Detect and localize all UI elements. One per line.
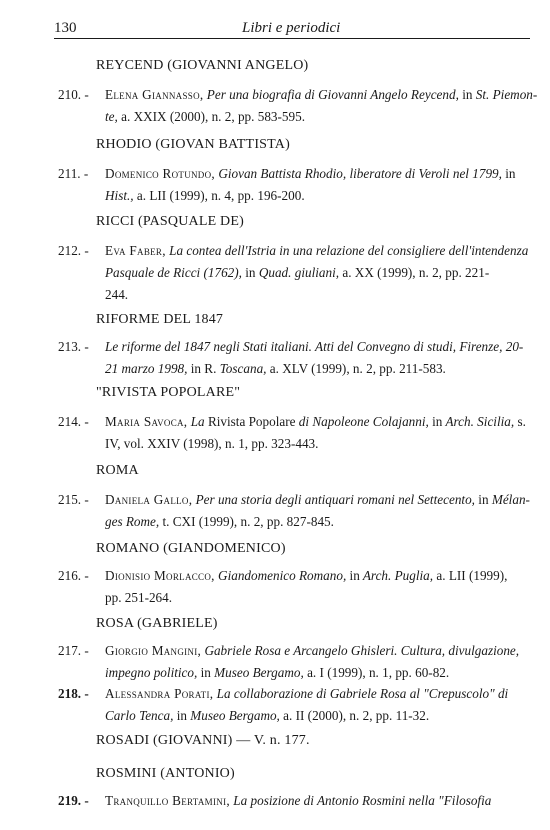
citation-text: a. XX (1999), n. 2, pp. 221- [339, 265, 490, 280]
bibliography-entry [58, 565, 526, 609]
section-heading: RIFORME DEL 1847 [96, 312, 224, 327]
title-text: Le riforme del 1847 negli Stati italiani. Atti del Convegno di studi, Firenze, 20- [105, 339, 524, 354]
title-text: te, [105, 109, 118, 124]
citation-text: in [346, 568, 360, 583]
title-text: St. Piemon- [472, 87, 538, 102]
title-text: impegno politico, [105, 665, 198, 680]
entry-number: 218. - [58, 686, 89, 701]
citation-text: s. [514, 414, 526, 429]
title-text: Giovan Battista Rhodio, liberatore di Veroli nel 1799, [215, 166, 502, 181]
title-text: La posizione di Antonio Rosmini nella "Filosofia [229, 793, 492, 808]
entry-line [58, 587, 526, 609]
title-text: Giandomenico Romano, [214, 568, 347, 583]
entry-number: 219. - [58, 793, 89, 808]
section-heading: REYCEND (GIOVANNI ANGELO) [96, 58, 309, 73]
entry-number: 213. - [58, 339, 89, 354]
citation-text: in [428, 414, 443, 429]
title-text: Arch. Sicilia, [442, 414, 515, 429]
citation-text: in [474, 492, 489, 507]
entry-number: 216. - [58, 568, 89, 583]
citation-text: a. II (2000), n. 2, pp. 11-32. [279, 708, 430, 723]
entry-line [58, 790, 526, 812]
citation-text: in [173, 708, 187, 723]
section-heading: "RIVISTA POPOLARE" [96, 385, 241, 400]
entry-line [58, 185, 526, 207]
citation-text: 244. [105, 287, 129, 302]
citation-text: in [197, 665, 211, 680]
title-text: Quad. giuliani, [255, 265, 340, 280]
entry-number: 212. - [58, 243, 89, 258]
section-heading: RICCI (PASQUALE DE) [96, 214, 244, 229]
author-name: Elena Giannasso, [105, 87, 204, 102]
bibliography-entry [58, 489, 530, 533]
citation-text: a. LII (1999), n. 4, pp. 196-200. [133, 188, 305, 203]
entry-line [58, 433, 526, 455]
title-text: Per una storia degli antiquari romani nel Settecento, [192, 492, 475, 507]
title-text: 21 marzo 1998, [105, 361, 188, 376]
citation-text: in [501, 166, 516, 181]
running-title: Libri e periodici [242, 20, 341, 36]
citation-text: pp. 251-264. [105, 590, 173, 605]
entry-line [58, 358, 526, 380]
citation-text: in [458, 87, 473, 102]
entry-line [58, 336, 526, 358]
entry-number: 210. - [58, 87, 89, 102]
title-text: Per una biografia di Giovanni Angelo Reycend, [203, 87, 459, 102]
entry-line [58, 511, 526, 533]
title-text: La [187, 414, 205, 429]
entry-line [58, 489, 530, 511]
title-text: La contea dell'Istria in una relazione del consigliere dell'intendenza [165, 243, 529, 258]
entry-line [58, 106, 526, 128]
section-heading: ROSA (GABRIELE) [96, 616, 218, 631]
title-text: Toscana, [216, 361, 267, 376]
bibliography-entry [58, 790, 526, 812]
title-text: Gabriele Rosa e Arcangelo Ghisleri. Cultura, divulgazione, [201, 643, 520, 658]
entry-number: 215. - [58, 492, 89, 507]
entry-line [58, 284, 526, 306]
author-name: Giorgio Mangini, [105, 643, 202, 658]
section-heading: ROMA [96, 463, 139, 478]
title-text: di Napoleone Colajanni, [295, 414, 429, 429]
citation-text: Rivista Popolare [204, 414, 296, 429]
entry-number: 211. - [58, 166, 89, 181]
entry-line [58, 163, 526, 185]
title-text: Museo Bergamo, [186, 708, 280, 723]
bibliography-entry [58, 84, 538, 128]
author-name: Tranquillo Bertamini, [105, 793, 230, 808]
author-name: Domenico Rotundo, [105, 166, 216, 181]
bibliography-entry [58, 683, 526, 727]
author-name: Dionisio Morlacco, [105, 568, 215, 583]
title-text: Mélan- [488, 492, 530, 507]
citation-text: IV, vol. XXIV (1998), n. 1, pp. 323-443. [105, 436, 319, 451]
section-heading: ROSADI (GIOVANNI) — V. n. 177. [96, 733, 310, 748]
citation-text: a. LII (1999), [433, 568, 508, 583]
entry-line [58, 640, 526, 662]
title-text: Hist., [105, 188, 134, 203]
title-text: ges Rome, [105, 514, 160, 529]
citation-text: t. CXI (1999), n. 2, pp. 827-845. [159, 514, 334, 529]
running-header [54, 18, 530, 39]
page-number: 130 [54, 20, 77, 36]
entry-number: 214. - [58, 414, 89, 429]
section-heading: ROMANO (GIANDOMENICO) [96, 541, 286, 556]
citation-text: a. XLV (1999), n. 2, pp. 211-583. [266, 361, 446, 376]
section-heading: ROSMINI (ANTONIO) [96, 766, 235, 781]
title-text: Arch. Puglia, [359, 568, 434, 583]
entry-number: 217. - [58, 643, 89, 658]
entry-line [58, 240, 529, 262]
entry-line [58, 262, 526, 284]
author-name: Daniela Gallo, [105, 492, 193, 507]
entry-line [58, 411, 526, 433]
title-text: La collaborazione di Gabriele Rosa al "Crepuscolo" di [213, 686, 509, 701]
title-text: Museo Bergamo, [210, 665, 304, 680]
citation-text: in [241, 265, 256, 280]
title-text: Pasquale de Ricci (1762), [105, 265, 242, 280]
author-name: Eva Faber, [105, 243, 166, 258]
author-name: Alessandra Porati, [105, 686, 214, 701]
section-heading: RHODIO (GIOVAN BATTISTA) [96, 137, 290, 152]
bibliography-entry [58, 163, 526, 207]
entry-line [58, 565, 526, 587]
citation-text: a. I (1999), n. 1, pp. 60-82. [303, 665, 450, 680]
bibliography-entry [58, 411, 526, 455]
citation-text: in R. [187, 361, 217, 376]
entry-line [58, 683, 526, 705]
bibliography-entry [58, 240, 529, 306]
entry-line [58, 84, 538, 106]
entry-line [58, 662, 526, 684]
citation-text: a. XXIX (2000), n. 2, pp. 583-595. [117, 109, 305, 124]
bibliography-entry [58, 336, 526, 380]
bibliography-entry [58, 640, 526, 684]
entry-line [58, 705, 526, 727]
author-name: Maria Savoca, [105, 414, 188, 429]
title-text: Carlo Tenca, [105, 708, 174, 723]
